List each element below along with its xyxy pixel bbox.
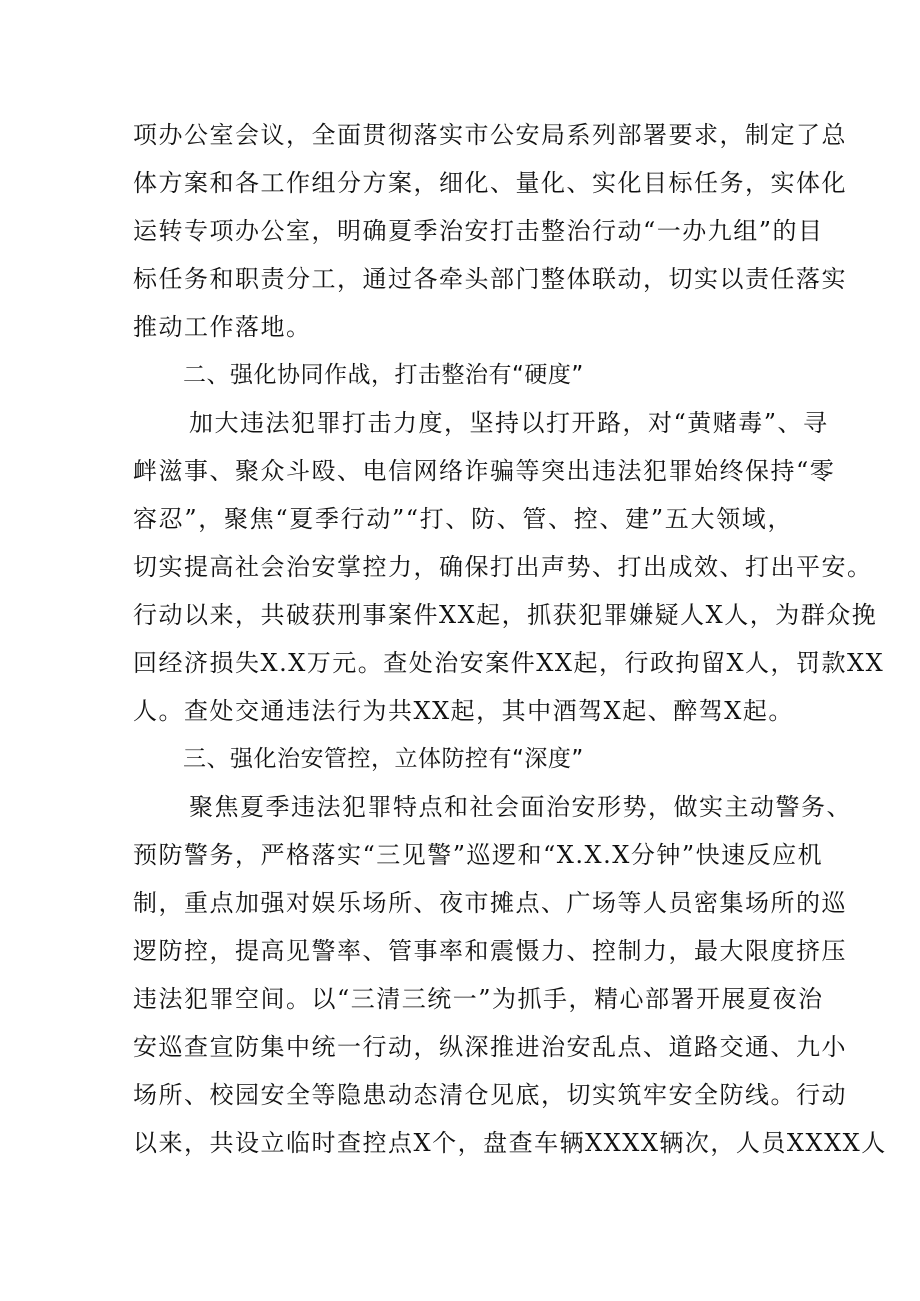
paragraph-3-line-6: 安巡查宣防集中统一行动，纵深推进治安乱点、道路交通、九小 xyxy=(133,1033,847,1061)
paragraph-1-line-1: 项办公室会议，全面贯彻落实市公安局系列部署要求，制定了总 xyxy=(133,121,847,149)
section-heading-2: 二、强化协同作战，打击整治有“硬度” xyxy=(183,362,584,388)
paragraph-2-line-4: 切实提高社会治安掌控力，确保打出声势、打出成效、打出平安。 xyxy=(133,553,873,581)
paragraph-3-line-7: 场所、校园安全等隐患动态清仓见底，切实筑牢安全防线。行动 xyxy=(133,1081,847,1109)
paragraph-3-line-4: 逻防控，提高见警率、管事率和震慑力、控制力，最大限度挤压 xyxy=(133,937,847,965)
section-heading-3: 三、强化治安管控，立体防控有“深度” xyxy=(183,746,584,772)
paragraph-2-line-7: 人。查处交通违法行为共XX起，其中酒驾X起、醉驾X起。 xyxy=(133,697,794,725)
paragraph-2-line-2: 衅滋事、聚众斗殴、电信网络诈骗等突出违法犯罪始终保持“零 xyxy=(133,457,836,485)
paragraph-3-line-2: 预防警务，严格落实“三见警”巡逻和“X.X.X分钟”快速反应机 xyxy=(133,841,824,869)
paragraph-1-line-4: 标任务和职责分工，通过各牵头部门整体联动，切实以责任落实 xyxy=(133,265,847,293)
paragraph-1-line-2: 体方案和各工作组分方案，细化、量化、实化目标任务，实体化 xyxy=(133,169,847,197)
paragraph-3-line-5: 违法犯罪空间。以“三清三统一”为抓手，精心部署开展夏夜治 xyxy=(133,985,824,1013)
paragraph-2-line-3: 容忍”，聚焦“夏季行动”“打、防、管、控、建”五大领域， xyxy=(133,505,793,533)
paragraph-3-line-8: 以来，共设立临时查控点X个，盘查车辆XXXX辆次，人员XXXX人 xyxy=(133,1129,887,1157)
paragraph-1-line-3: 运转专项办公室，明确夏季治安打击整治行动“一办九组”的目 xyxy=(133,217,824,245)
paragraph-2-line-5: 行动以来，共破获刑事案件XX起，抓获犯罪嫌疑人X人，为群众挽 xyxy=(133,601,878,629)
paragraph-2-line-1: 加大违法犯罪打击力度，坚持以打开路，对“黄赌毒”、寻 xyxy=(189,409,829,437)
paragraph-3-line-3: 制，重点加强对娱乐场所、夜市摊点、广场等人员密集场所的巡 xyxy=(133,889,847,917)
document-body xyxy=(133,111,887,1167)
paragraph-1-line-5: 推动工作落地。 xyxy=(133,313,312,341)
paragraph-2-line-6: 回经济损失X.X万元。查处治安案件XX起，行政拘留X人，罚款XX xyxy=(133,649,885,677)
paragraph-3-line-1: 聚焦夏季违法犯罪特点和社会面治安形势，做实主动警务、 xyxy=(189,793,852,821)
